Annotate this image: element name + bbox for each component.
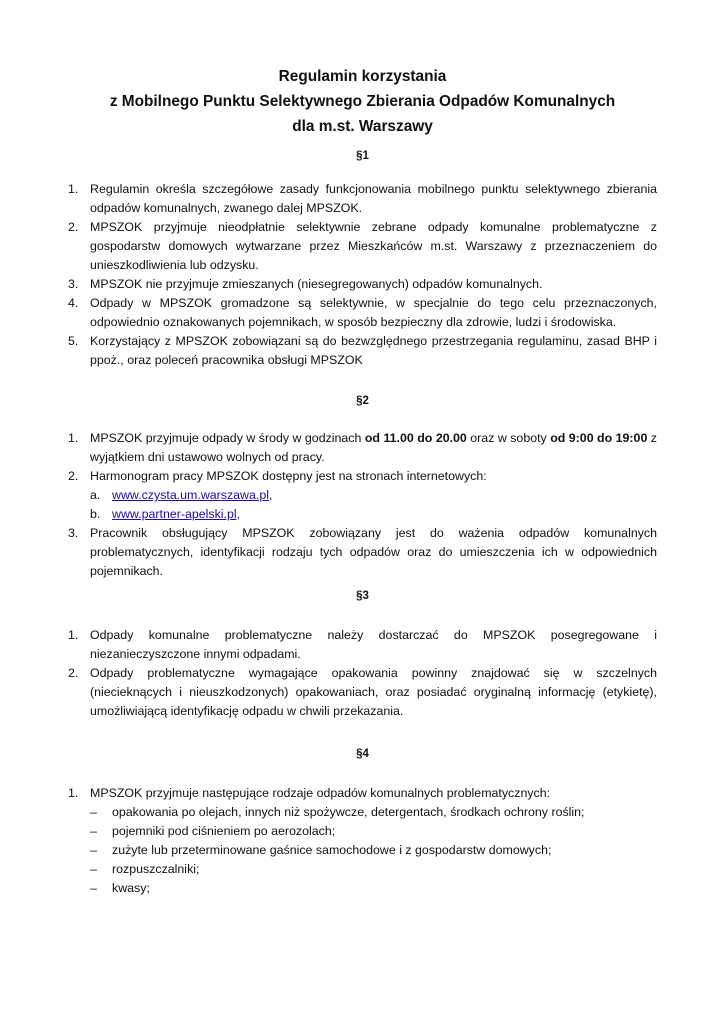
section-2-item-2 — [68, 467, 657, 524]
section-1-item-5 — [68, 332, 657, 370]
dash-bullet: – — [90, 824, 97, 838]
item-text: Harmonogram pracy MPSZOK dostępny jest na stronach internetowych: — [90, 469, 487, 483]
item-text-part-1: MPSZOK przyjmuje odpady w środy w godzinach — [90, 431, 365, 445]
item-text: Regulamin określa szczegółowe zasady funkcjonowania mobilnego punktu selektywnego zbierania odpadów komunalnych, zwanego dalej MPSZOK. — [90, 182, 657, 215]
waste-type-text: opakowania po olejach, innych niż spożywcze, detergentach, środkach ochrony roślin; — [112, 805, 585, 819]
item-number: 5. — [68, 334, 79, 348]
item-number: 3. — [68, 277, 79, 291]
section-1-item-4 — [68, 294, 657, 332]
dash-bullet: – — [90, 862, 97, 876]
dash-bullet: – — [90, 843, 97, 857]
wednesday-hours: od 11.00 do 20.00 — [364, 431, 467, 445]
link-czysta-um-warszawa[interactable]: www.czysta.um.warszawa.pl — [112, 488, 269, 502]
section-2-item-3 — [68, 524, 657, 581]
item-text-part-3: z wyjątkiem dni ustawowo wolnych od pracy. — [90, 431, 657, 464]
document-title-line-3: dla m.st. Warszawy — [292, 118, 433, 135]
item-number: 1. — [68, 628, 79, 642]
section-1-item-3 — [68, 275, 657, 294]
section-2-list — [68, 429, 657, 581]
item-text: Odpady problematyczne wymagające opakowania powinny znajdować się w szczelnych (niecieknących i nieuszkodzonych) opakowaniach, oraz posiadać oryginalną informację (etykietę), umożliwiającą identyfikację odpadu w chwili przekazania. — [90, 666, 657, 718]
website-list — [90, 486, 657, 524]
waste-type-item — [90, 860, 657, 879]
waste-type-text: kwasy; — [112, 881, 150, 895]
item-text: MPSZOK przyjmuje nieodpłatnie selektywnie zebrane odpady komunalne problematyczne z gospodarstw domowych wytwarzane przez Mieszkańców m.st. Warszawy z przeznaczeniem do unieszkodliwienia lub odzysku. — [90, 220, 657, 272]
section-4-heading: §4 — [356, 748, 369, 760]
waste-type-item — [90, 822, 657, 841]
section-1-item-2 — [68, 218, 657, 275]
website-item-a — [90, 486, 657, 505]
section-4-list — [68, 784, 657, 898]
item-text-part-2: oraz w soboty — [466, 431, 551, 445]
link-suffix: , — [269, 488, 273, 502]
item-number: 4. — [68, 296, 79, 310]
dash-bullet: – — [90, 805, 97, 819]
item-text: Pracownik obsługujący MPSZOK zobowiązany jest do ważenia odpadów komunalnych problematycznych, identyfikacji rodzaju tych odpadów oraz do umieszczenia ich w odpowiednich pojemnikach. — [90, 526, 657, 578]
waste-type-item — [90, 803, 657, 822]
dash-bullet: – — [90, 881, 97, 895]
item-text: Odpady komunalne problematyczne należy dostarczać do MPSZOK posegregowane i niezanieczyszczone innymi odpadami. — [90, 628, 657, 661]
section-1-heading: §1 — [356, 150, 369, 162]
item-number: 1. — [68, 431, 79, 445]
waste-type-item — [90, 879, 657, 898]
item-text: MPSZOK przyjmuje następujące rodzaje odpadów komunalnych problematycznych: — [90, 786, 551, 800]
item-number: 1. — [68, 182, 79, 196]
waste-type-text: zużyte lub przeterminowane gaśnice samochodowe i z gospodarstw domowych; — [112, 843, 552, 857]
item-text: Odpady w MPSZOK gromadzone są selektywnie, w specjalnie do tego celu przeznaczonych, odpowiednio oznakowanych pojemnikach, w sposób bezpieczny dla zdrowie, ludzi i środowiska. — [90, 296, 657, 329]
section-3-heading: §3 — [356, 590, 369, 602]
document-title-line-1: Regulamin korzystania — [278, 68, 447, 85]
document-title-line-2: z Mobilnego Punktu Selektywnego Zbierania Odpadów Komunalnych — [109, 93, 616, 110]
item-number: 2. — [68, 220, 79, 234]
website-item-b — [90, 505, 657, 524]
item-number: 2. — [68, 469, 79, 483]
waste-type-text: rozpuszczalniki; — [112, 862, 200, 876]
link-partner-apelski[interactable]: www.partner-apelski.pl, — [112, 507, 241, 521]
waste-type-text: pojemniki pod ciśnieniem po aerozolach; — [112, 824, 336, 838]
item-number: 2. — [68, 666, 79, 680]
saturday-hours: od 9:00 do 19:00 — [550, 431, 648, 445]
item-text: Korzystający z MPSZOK zobowiązani są do bezwzględnego przestrzegania regulaminu, zasad BHP i ppoż., oraz poleceń pracownika obsługi MPSZOK — [90, 334, 657, 367]
section-3-list — [68, 626, 657, 721]
item-letter: a. — [90, 488, 101, 502]
waste-type-list — [90, 803, 657, 898]
section-4-item-1 — [68, 784, 657, 898]
section-3-item-2 — [68, 664, 657, 721]
item-number: 1. — [68, 786, 79, 800]
item-letter: b. — [90, 507, 101, 521]
item-number: 3. — [68, 526, 79, 540]
waste-type-item — [90, 841, 657, 860]
section-2-heading: §2 — [356, 395, 369, 407]
section-3-item-1 — [68, 626, 657, 664]
section-2-item-1 — [68, 429, 657, 467]
item-text: MPSZOK nie przyjmuje zmieszanych (niesegregowanych) odpadów komunalnych. — [90, 277, 543, 291]
section-1-item-1 — [68, 180, 657, 218]
section-1-list — [68, 180, 657, 370]
